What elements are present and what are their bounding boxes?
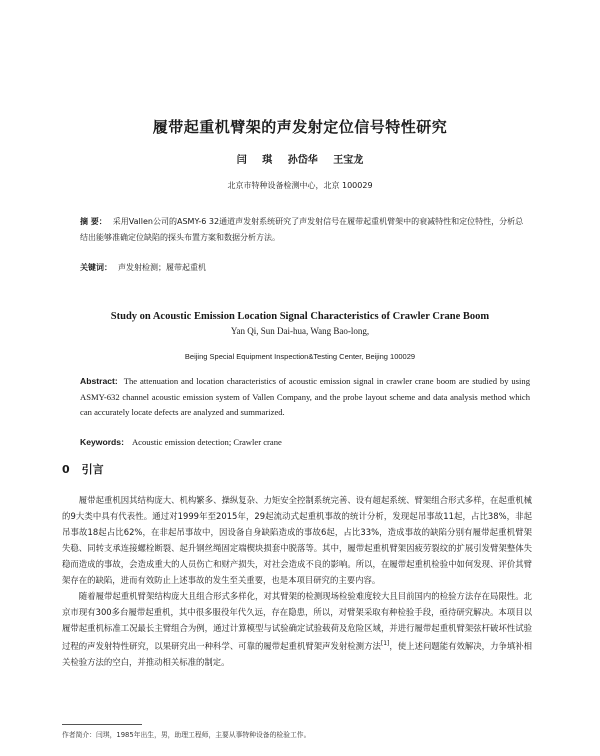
english-title: Study on Acoustic Emission Location Signal Characteristics of Crawler Crane Boom xyxy=(110,311,490,322)
chinese-abstract-label: 摘 要： xyxy=(80,217,107,226)
chinese-keywords-text: 声发射检测；履带起重机 xyxy=(118,263,206,272)
section-title: 引言 xyxy=(81,463,104,476)
english-keywords-text: Acoustic emission detection; Crawler crane xyxy=(131,437,282,447)
chinese-authors: 闫 琪 孙岱华 王宝龙 xyxy=(236,155,364,166)
english-keywords-label: Keywords: xyxy=(80,437,124,447)
footnote-divider xyxy=(62,724,142,725)
body-paragraph: 履带起重机因其结构庞大、机构繁多、操纵复杂、力矩安全控制系统完善、设有超起系统、臂架组合形式多样，在起重机械的9大类中具有代表性。通过对1999年至2015年，29起流动式起重机事故的统计分析，发现起吊事故11起，占比38%，非起吊事故18起占比62%，在非起吊事故中，因设备自身缺陷造成的事故6起，占比33%，造成事故的缺陷分别有履带起重机臂架失稳、同转支承连接螺栓断裂、起升钢丝绳固定端楔块损套中脱落等。其中，履带起重机臂架因疲劳裂纹的扩展引发臂架整体失稳而造成的事故，会造成重大的人员伤亡和财产损失，对社会造成不良的影响。所以，在履带起重机检验中如何发现、评价其臂架存在的缺陷，进而有效防止上述事故的发生至关重要，也是本项目研究的主要内容。 xyxy=(62,495,532,585)
english-authors: Yan Qi, Sun Dai-hua, Wang Bao-long, xyxy=(230,326,370,336)
chinese-keywords-label: 关键词： xyxy=(80,263,112,272)
body-paragraph-text: 随着履带起重机臂架结构庞大且组合形式多样化，对其臂架的检测现场检验难度较大且目前国内的检验方法存在局限性。北京市现有300多台履带起重机，其中很多服役年代久远，存在隐患，所以，对臂架采取有种检验手段，亟待研究解决。本项目以履带起重机标准工况最长主臂组合为例，通过计算模型与试验确定试验载荷及危险区域，并进行履带起重机臂架弦杆破坏性试验过程的声发射特性研究，以果研究出一种科学、可靠的履带起重机臂架声发射检测方法 xyxy=(62,591,532,651)
body-paragraph-tail: ，使上述问题能有效解决，力争填补相关检验方法的空白，并推动相关标准的制定。 xyxy=(62,640,533,667)
body-paragraph xyxy=(62,588,532,670)
citation-ref: [1] xyxy=(380,640,390,647)
chinese-affiliation: 北京市特种设备检测中心，北京 100029 xyxy=(227,181,373,190)
footnote: 作者简介：闫琪，1985年出生，男，助理工程师，主要从事特种设备的检验工作。 xyxy=(62,731,311,739)
chinese-keywords xyxy=(80,262,525,273)
english-abstract-text: The attenuation and location characteristics of acoustic emission signal in crawler crane boom are studied by using ASMY-632 channel acoustic emission system of Vallen Company, and the probe layout scheme and data analysis method which can accurately locate defects are analyzed and summarized. xyxy=(80,376,530,417)
chinese-abstract-text: 采用Vallen公司的ASMY-6 32通道声发射系统研究了声发射信号在履带起重机臂架中的衰减特性和定位特性，分析总结出能够准确定位缺陷的探头布置方案和数据分析方法。 xyxy=(80,217,524,242)
chinese-abstract xyxy=(80,214,525,246)
english-affiliation: Beijing Special Equipment Inspection&Testing Center, Beijing 100029 xyxy=(184,352,416,361)
section-heading xyxy=(62,461,104,477)
english-abstract xyxy=(80,374,530,421)
body-text xyxy=(62,492,532,670)
english-keywords xyxy=(80,437,530,447)
chinese-title: 履带起重机臂架的声发射定位信号特性研究 xyxy=(152,118,448,136)
english-abstract-label: Abstract: xyxy=(80,376,118,386)
section-number: 0 xyxy=(62,463,70,476)
